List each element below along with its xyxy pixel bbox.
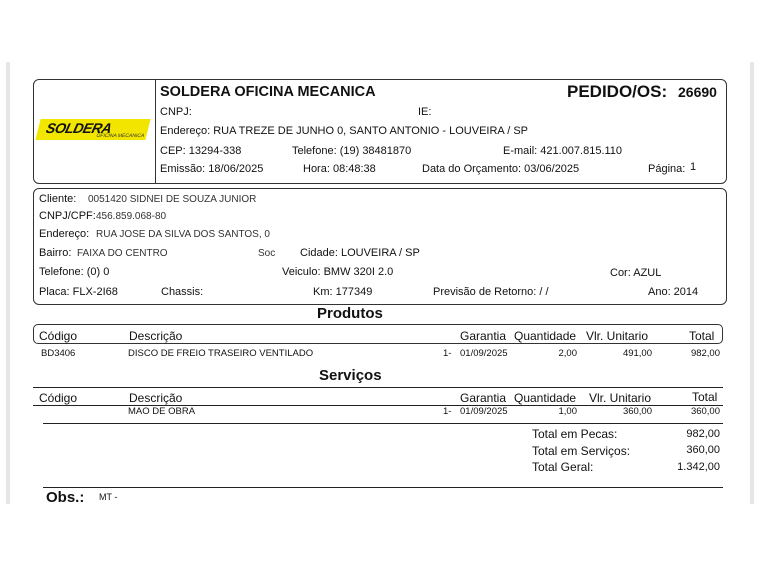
service-description: MAO DE OBRA [128, 406, 196, 417]
product-seq: 1- [443, 348, 452, 359]
client-return: Previsão de Retorno: / / [433, 286, 549, 298]
company-cep: CEP: 13294-338 [160, 145, 242, 157]
service-total: 360,00 [690, 406, 720, 417]
obs-label: Obs.: [46, 489, 85, 506]
order-label: PEDIDO/OS: [567, 82, 668, 101]
services-col-unitario: Vlr. Unitario [589, 391, 652, 405]
header-divider [155, 80, 156, 183]
right-page-edge [750, 62, 754, 504]
company-email: E-mail: 421.007.815.110 [503, 145, 623, 157]
client-bairro-label: Bairro: [39, 247, 72, 259]
client-color: Cor: AZUL [610, 267, 662, 279]
page-number: 1 [690, 161, 697, 173]
product-quantity: 2,00 [558, 348, 577, 359]
total-general-value: 1.342,00 [677, 461, 720, 473]
services-end-line [43, 423, 723, 424]
product-description: DISCO DE FREIO TRASEIRO VENTILADO [128, 348, 314, 359]
products-col-garantia: Garantia [460, 329, 507, 343]
budget-date: Data do Orçamento: 03/06/2025 [422, 163, 580, 175]
client-year: Ano: 2014 [648, 286, 699, 298]
company-logo [35, 119, 150, 140]
products-col-descricao: Descrição [129, 329, 183, 343]
total-general-label: Total Geral: [532, 460, 594, 474]
client-address-value: RUA JOSE DA SILVA DOS SANTOS, 0 [96, 229, 270, 240]
company-name: SOLDERA OFICINA MECANICA [160, 84, 376, 100]
company-cnpj-label: CNPJ: [160, 106, 192, 118]
products-col-codigo: Código [39, 329, 78, 343]
product-unit-price: 491,00 [622, 348, 652, 359]
product-warranty: 01/09/2025 [460, 348, 508, 359]
client-label: Cliente: [39, 193, 77, 205]
left-page-edge [6, 62, 10, 504]
order-number: 26690 [678, 84, 717, 100]
services-col-total: Total [692, 390, 718, 404]
service-seq: 1- [443, 406, 452, 417]
service-warranty: 01/09/2025 [460, 406, 508, 417]
services-col-quantidade: Quantidade [514, 391, 577, 405]
services-header-top-line [33, 387, 723, 388]
product-code: BD3406 [41, 348, 76, 359]
products-col-unitario: Vlr. Unitario [586, 329, 649, 343]
client-address-label: Endereço: [39, 228, 90, 240]
obs-value: MT - [99, 492, 118, 502]
company-ie-label: IE: [418, 106, 432, 118]
client-name: 0051420 SIDNEI DE SOUZA JUNIOR [88, 194, 257, 205]
products-title: Produtos [317, 305, 383, 322]
client-bairro-extra: Soc [258, 248, 276, 259]
total-services-value: 360,00 [686, 444, 720, 456]
obs-top-line [43, 487, 723, 488]
total-services-label: Total em Serviços: [532, 444, 631, 458]
client-cnpj-value: 456.859.068-80 [96, 211, 167, 222]
services-col-garantia: Garantia [460, 391, 507, 405]
logo-subtext: OFICINA MECANICA [95, 133, 145, 139]
total-parts-value: 982,00 [686, 428, 720, 440]
client-bairro-value: FAIXA DO CENTRO [77, 248, 168, 259]
services-col-descricao: Descrição [129, 391, 183, 405]
emission-time: Hora: 08:48:38 [303, 163, 376, 175]
products-col-quantidade: Quantidade [514, 329, 577, 343]
client-vehicle: Veiculo: BMW 320I 2.0 [282, 266, 394, 278]
product-total: 982,00 [690, 348, 720, 359]
logo-text: SOLDERA [44, 120, 114, 136]
services-title: Serviços [319, 367, 382, 384]
client-phone: Telefone: (0) 0 [39, 266, 110, 278]
products-col-total: Total [689, 329, 715, 343]
client-plate: Placa: FLX-2I68 [39, 286, 118, 298]
client-cnpj-label: CNPJ/CPF: [39, 210, 96, 222]
services-col-codigo: Código [39, 391, 78, 405]
service-unit-price: 360,00 [622, 406, 652, 417]
company-address: Endereço: RUA TREZE DE JUNHO 0, SANTO ANTONIO - LOUVEIRA / SP [160, 125, 528, 137]
service-quantity: 1,00 [558, 406, 577, 417]
client-city: Cidade: LOUVEIRA / SP [300, 247, 420, 259]
company-phone: Telefone: (19) 38481870 [292, 145, 412, 157]
total-parts-label: Total em Pecas: [532, 427, 618, 441]
client-chassis: Chassis: [161, 286, 204, 298]
page-label: Página: [648, 163, 686, 175]
emission-date: Emissão: 18/06/2025 [160, 163, 264, 175]
client-km: Km: 177349 [313, 286, 373, 298]
